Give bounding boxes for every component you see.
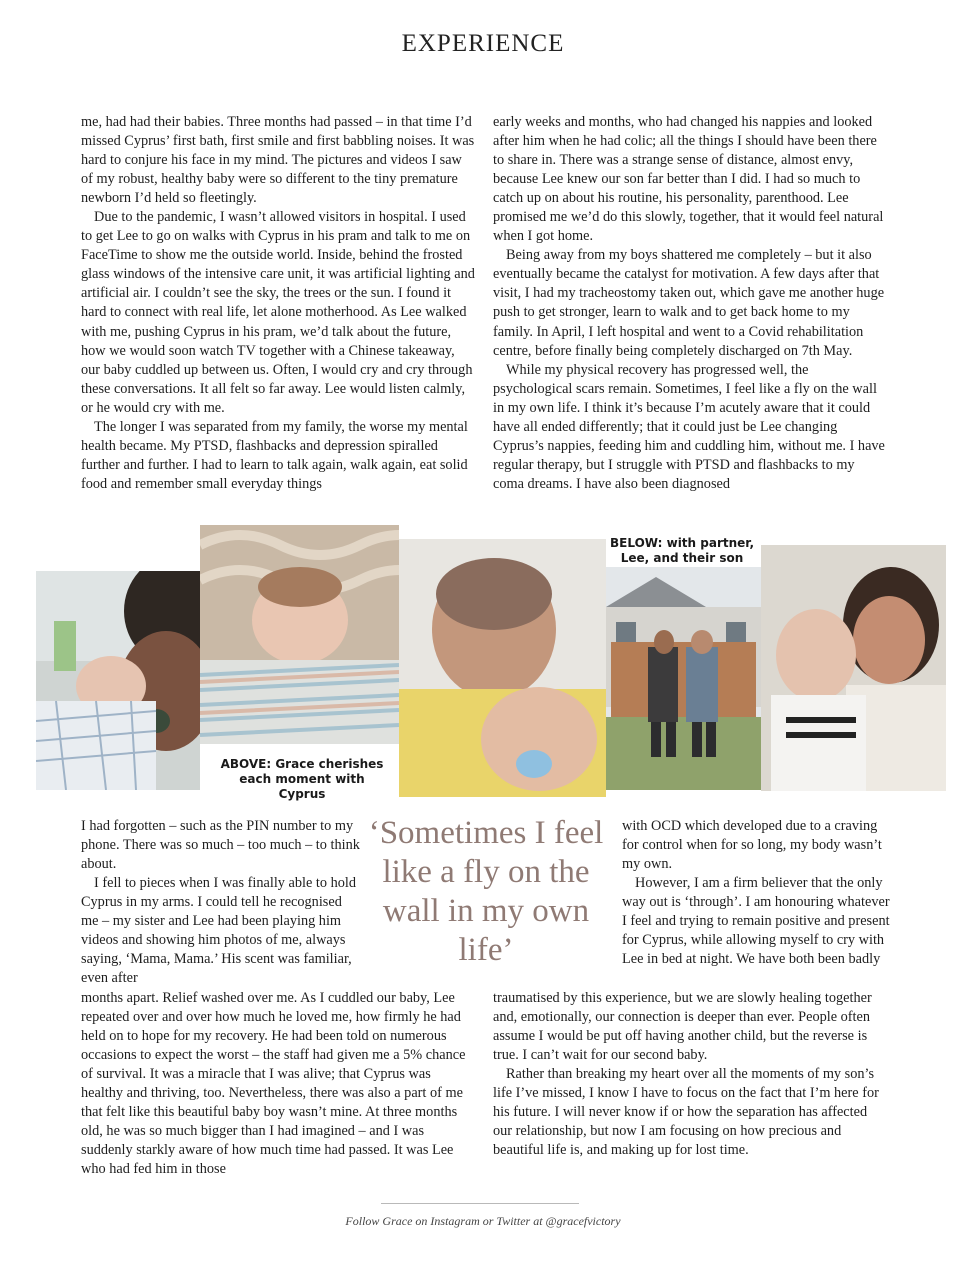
photo-sleeping-baby-blanket: [200, 525, 399, 744]
paragraph: months apart. Relief washed over me. As I cuddled our baby, Lee repeated over and over how much he loved me, how firmly he had held on to hope for my recovery. He had been told on numerous occasions to expect the worst – the staff had given me a 5% chance of survival. It was a miracle that I was alive; that Cyprus was healthy and thriving, too. Nevertheless, there was also a part of me that felt like this beautiful baby boy wasn’t mine. At three months old, he was so much bigger than I had imagined – and I was suddenly starkly aware of how much time had passed. It was Lee who had fed him in those: [81, 990, 466, 1178]
photo-caption-below: BELOW: with partner, Lee, and their son: [610, 536, 754, 565]
paragraph: Being away from my boys shattered me completely – but it also eventually became the catalyst for motivation. A few days after that visit, I had my tracheostomy taken out, which gave me another huge push to get stronger, learn to walk and to get back home to my family. In April, I left hospital and went to a Covid rehabilitation centre, before finally being completely discharged on 7th May.: [493, 247, 885, 359]
paragraph: traumatised by this experience, but we are slowly healing together and, emotionally, our connection is deeper than ever. People often assume I would be put off having another child, but the reverse is true. I can’t wait for our second baby.: [493, 990, 872, 1064]
paragraph: While my physical recovery has progressed well, the psychological scars remain. Sometimes, I feel like a fly on the wall in my own life. I think it’s because I’m acutely aware that it could have all ended differently; that it could just be Lee changing Cyprus’s nappies, feeding him and cuddling him, without me. I have regular therapy, but I struggle with PTSD and flashbacks to my coma dreams. I have also been diagnosed: [493, 361, 885, 492]
article-column-1: [81, 113, 476, 494]
paragraph: Rather than breaking my heart over all the moments of my son’s life I’ve missed, I know I have to focus on the fact that I’m here for his future. I will never know if or how the separation has affected our relationship, but now I am focusing on how precious and beautiful life is, and making up for lost time.: [493, 1066, 879, 1159]
article-column-3a: [81, 817, 361, 988]
photo-family-garden: [606, 567, 761, 790]
paragraph: The longer I was separated from my family, the worse my mental health became. My PTSD, flashbacks and depression spiralled further and further. I had to learn to talk again, walk again, eat solid food and remember small everyday things: [81, 418, 468, 492]
article-column-2: [493, 113, 888, 494]
article-column-3c: [81, 989, 476, 1179]
paragraph: I fell to pieces when I was finally able to hold Cyprus in my arms. I could tell he recognised me – my sister and Lee had been playing him videos and showing him photos of me, always saying, ‘Mama, Mama.’ His scent was familiar, even after: [81, 875, 357, 987]
paragraph: early weeks and months, who had changed his nappies and looked after him when he had colic; all the things I should have been there to share in. There was a strange sense of distance, almost envy, because Lee knew our son far better than I did. I had so much to catch up on about his routine, his personality, parenthood. Lee promised me we’d do this slowly, together, that it would feel natural when I got home.: [493, 114, 884, 245]
paragraph: Due to the pandemic, I wasn’t allowed visitors in hospital. I used to get Lee to go on walks with Cyprus in his pram and talk to me on FaceTime to show me the outside world. Inside, behind the frosted glass windows of the intensive care unit, it was artificial lighting and artificial air. I couldn’t see the sky, the trees or the sun. I found it hard to connect with real life, let alone motherhood. As Lee walked with me, pushing Cyprus in his pram, we’d talk about the future, how we would soon watch TV together with a Chinese takeaway, our baby cuddled up between us. Often, I would cry and cry through these conversations. It all felt so far away. Lee would listen calmly, or he would cry with me.: [81, 209, 475, 416]
pull-quote: ‘Sometimes I feel like a fly on the wall in my own life’: [368, 815, 604, 968]
paragraph: me, had had their babies. Three months had passed – in that time I’d missed Cyprus’ first bath, first smile and first babbling noises. It was hard to conjure his face in my mind. The pictures and videos I saw of my robust, healthy baby were so different to the tiny premature newborn I’d held so fleetingly.: [81, 114, 475, 207]
section-title: EXPERIENCE: [401, 30, 565, 57]
footer-divider: [381, 1203, 579, 1204]
paragraph: However, I am a firm believer that the only way out is ‘through’. I am honouring whatever I feel and trying to remain positive and present for Cyprus, while allowing myself to cry with Lee in bed at night. We have both been badly: [622, 875, 890, 968]
footer-social-credit: Follow Grace on Instagram or Twitter at @gracefvictory: [345, 1214, 621, 1228]
photo-grace-and-son-smiling: [761, 545, 946, 791]
article-column-3b: [622, 817, 892, 969]
paragraph: I had forgotten – such as the PIN number to my phone. There was so much – too much – to think about.: [81, 818, 360, 873]
paragraph: with OCD which developed due to a craving for control when for so long, my body wasn’t my own.: [622, 818, 882, 873]
photo-caption-above: ABOVE: Grace cherishes each moment with Cyprus: [220, 757, 384, 801]
article-column-3d: [493, 989, 888, 1160]
photo-grace-with-baby: [399, 539, 606, 797]
photo-hospital-baby: [36, 571, 200, 790]
